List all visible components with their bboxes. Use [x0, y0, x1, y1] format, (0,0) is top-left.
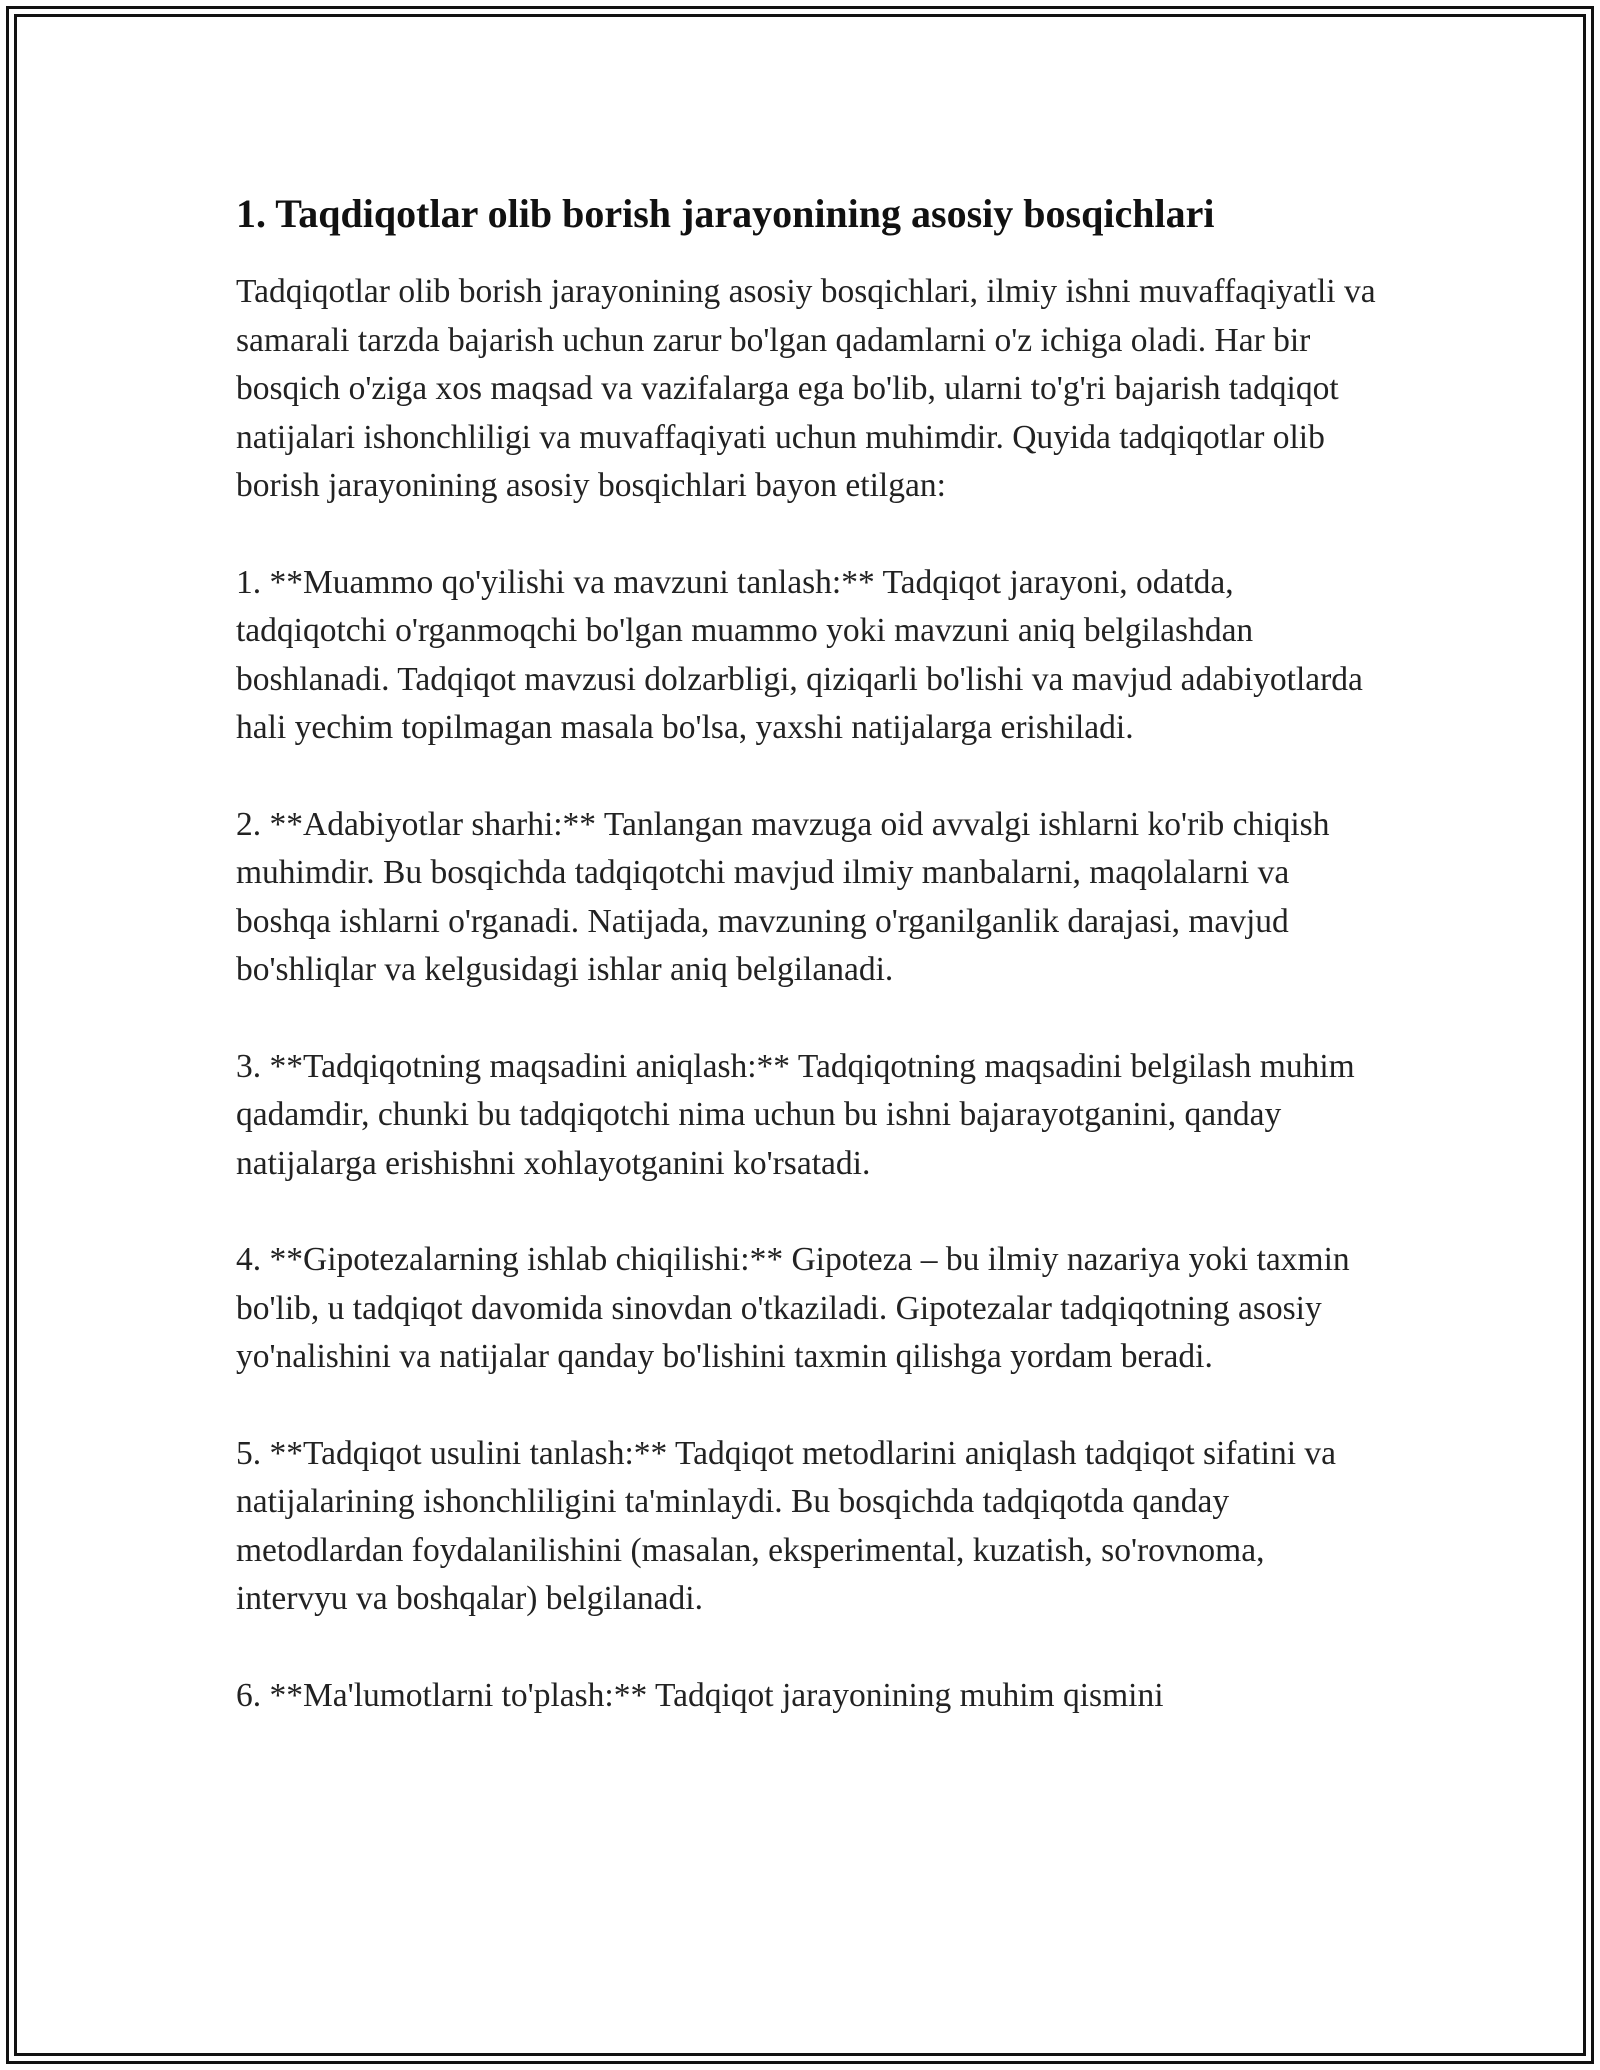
step-1-paragraph: 1. **Muammo qo'yilishi va mavzuni tanlash:** Tadqiqot jarayoni, odatda, tadqiqotchi o'rganmoqchi bo'lgan muammo yoki mavzuni aniq belgilashdan boshlanadi. Tadqiqot mavzusi dolzarbligi, qiziqarli bo'lishi va mavjud adabiyotlarda hali yechim topilmagan masala bo'lsa, yaxshi natijalarga erishiladi. [236, 563, 1363, 746]
step-4-paragraph: 4. **Gipotezalarning ishlab chiqilishi:** Gipoteza – bu ilmiy nazariya yoki taxmin bo'lib, u tadqiqot davomida sinovdan o'tkaziladi. Gipotezalar tadqiqotning asosiy yo'nalishini va natijalar qanday bo'lishini taxmin qilishga yordam beradi. [236, 1241, 1350, 1375]
step-3-paragraph: 3. **Tadqiqotning maqsadini aniqlash:** Tadqiqotning maqsadini belgilash muhim qadamdir, chunki bu tadqiqotchi nima uchun bu ishni bajarayotganini, qanday natijalarga erishishni xohlayotganini ko'rsatadi. [236, 1047, 1355, 1182]
step-2-paragraph: 2. **Adabiyotlar sharhi:** Tanlangan mavzuga oid avvalgi ishlarni ko'rib chiqish muhimdir. Bu bosqichda tadqiqotchi mavjud ilmiy manbalarni, maqolalarni va boshqa ishlarni o'rganadi. Natijada, mavzuning o'rganilganlik darajasi, mavjud bo'shliqlar va kelgusidagi ishlar aniq belgilanadi. [236, 805, 1330, 988]
step-6-paragraph: 6. **Ma'lumotlarni to'plash:** Tadqiqot jarayonining muhim qismini [236, 1676, 1164, 1714]
step-5-paragraph: 5. **Tadqiqot usulini tanlash:** Tadqiqot metodlarini aniqlash tadqiqot sifatini va natijalarining ishonchliligini ta'minlaydi. Bu bosqichda tadqiqotda qanday metodlardan foydalanilishini (masalan, eksperimental, kuzatish, so'rovnoma, intervyu va boshqalar) belgilanadi. [236, 1434, 1337, 1617]
section-heading: 1. Taqdiqotlar olib borish jarayonining asosiy bosqichlari [236, 191, 1215, 236]
document-body [236, 186, 1376, 1768]
intro-paragraph: Tadqiqotlar olib borish jarayonining asosiy bosqichlari, ilmiy ishni muvaffaqiyatli va samarali tarzda bajarish uchun zarur bo'lgan qadamlarni o'z ichiga oladi. Har bir bosqich o'ziga xos maqsad va vazifalarga ega bo'lib, ularni to'g'ri bajarish tadqiqot natijalari ishonchliligi va muvaffaqiyati uchun muhimdir. Quyida tadqiqotlar olib borish jarayonining asosiy bosqichlari bayon etilgan: [236, 273, 1376, 504]
